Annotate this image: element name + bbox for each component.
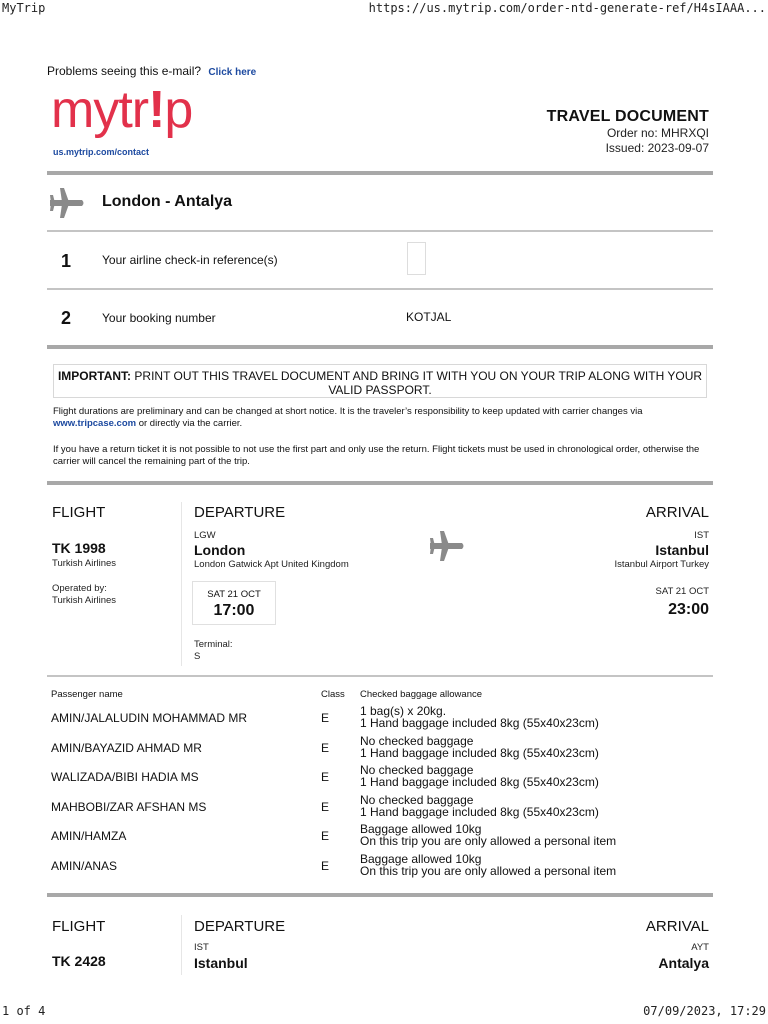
step-number: 2 bbox=[61, 308, 72, 328]
logo-text-part3: p bbox=[164, 81, 193, 139]
print-url: https://us.mytrip.com/order-ntd-generate-ref/H4sIAAA... bbox=[368, 1, 766, 15]
departure-datetime-box bbox=[192, 581, 276, 625]
passenger-baggage bbox=[360, 823, 616, 847]
baggage-header: Checked baggage allowance bbox=[360, 689, 483, 700]
hand-baggage: 1 Hand baggage included 8kg (55x40x23cm) bbox=[360, 775, 599, 789]
document-title: TRAVEL DOCUMENT bbox=[546, 108, 709, 125]
flight-number: TK 2428 bbox=[52, 953, 106, 969]
hand-baggage: 1 Hand baggage included 8kg (55x40x23cm) bbox=[360, 805, 599, 819]
divider bbox=[47, 345, 713, 349]
print-datetime: 07/09/2023, 17:29 bbox=[643, 1004, 766, 1018]
arrival-date: SAT 21 OCT bbox=[655, 586, 709, 597]
hand-baggage: On this trip you are only allowed a personal item bbox=[360, 834, 617, 848]
terminal-label: Terminal: bbox=[194, 639, 233, 650]
column-divider bbox=[181, 502, 182, 666]
arrival-code: IST bbox=[694, 530, 709, 541]
tripcase-link[interactable]: www.tripcase.com bbox=[53, 417, 137, 429]
divider bbox=[47, 171, 713, 175]
class-header: Class bbox=[321, 689, 345, 700]
checkin-reference-label: Your airline check-in reference(s) bbox=[102, 253, 278, 267]
departure-city: London bbox=[194, 542, 246, 558]
passenger-baggage bbox=[360, 764, 599, 788]
passenger-class: E bbox=[321, 741, 330, 755]
document-info bbox=[547, 108, 709, 156]
departure-heading: DEPARTURE bbox=[194, 504, 286, 521]
click-here-link[interactable]: Click here bbox=[208, 67, 257, 78]
arrival-city: Antalya bbox=[658, 955, 709, 971]
checked-baggage: No checked baggage bbox=[360, 763, 474, 777]
flight-heading: FLIGHT bbox=[52, 504, 106, 521]
passenger-baggage bbox=[360, 853, 616, 877]
operated-by-value: Turkish Airlines bbox=[52, 595, 117, 606]
terminal-value: S bbox=[194, 651, 201, 662]
checked-baggage: Baggage allowed 10kg bbox=[360, 822, 482, 836]
passenger-name: MAHBOBI/ZAR AFSHAN MS bbox=[51, 800, 207, 814]
note-text: or directly via the carrier. bbox=[136, 417, 243, 429]
print-page-title: MyTrip bbox=[2, 1, 46, 15]
checked-baggage: Baggage allowed 10kg bbox=[360, 852, 482, 866]
divider bbox=[47, 230, 713, 232]
return-ticket-note: If you have a return ticket it is not possible to not use the first part and only use the return. Flight tickets must be used in chronological order, otherwise the carrier will cancel the remaining part of the trip. bbox=[53, 444, 700, 467]
passenger-name: WALIZADA/BIBI HADIA MS bbox=[51, 770, 199, 784]
logo-text-part1: mytr bbox=[51, 81, 149, 139]
important-label: IMPORTANT: bbox=[57, 369, 132, 383]
departure-heading: DEPARTURE bbox=[194, 918, 286, 935]
email-problems-text: Problems seeing this e-mail? bbox=[47, 64, 202, 78]
operated-by-label: Operated by: bbox=[52, 583, 107, 594]
divider bbox=[47, 481, 713, 485]
route-title: London - Antalya bbox=[102, 193, 233, 210]
passenger-name-header: Passenger name bbox=[51, 689, 123, 700]
departure-airport: London Gatwick Apt United Kingdom bbox=[194, 559, 349, 570]
hand-baggage: 1 Hand baggage included 8kg (55x40x23cm) bbox=[360, 746, 599, 760]
logo-text-part2: ! bbox=[148, 81, 165, 139]
passenger-class: E bbox=[321, 859, 330, 873]
arrival-heading: ARRIVAL bbox=[645, 918, 709, 935]
flight-duration-note bbox=[53, 406, 707, 429]
order-number: Order no: MHRXQI bbox=[606, 126, 709, 140]
flight-heading: FLIGHT bbox=[52, 918, 106, 935]
booking-number-value: KOTJAL bbox=[406, 310, 452, 324]
departure-time: 17:00 bbox=[213, 602, 255, 619]
note-text: Flight durations are preliminary and can be changed at short notice. It is the traveler’s responsibility to keep updated with carrier changes via bbox=[53, 406, 643, 417]
passenger-class: E bbox=[321, 800, 330, 814]
print-page-number: 1 of 4 bbox=[2, 1004, 46, 1018]
arrival-city: Istanbul bbox=[655, 542, 709, 558]
airplane-icon bbox=[429, 530, 465, 562]
checked-baggage: No checked baggage bbox=[360, 734, 474, 748]
divider bbox=[47, 675, 713, 677]
mytrip-logo[interactable] bbox=[51, 82, 192, 138]
passenger-name: AMIN/JALALUDIN MOHAMMAD MR bbox=[51, 711, 248, 725]
passenger-baggage bbox=[360, 735, 599, 759]
airline-name: Turkish Airlines bbox=[52, 558, 117, 569]
departure-code: IST bbox=[194, 942, 209, 953]
passenger-class: E bbox=[321, 711, 330, 725]
print-footer bbox=[0, 1004, 768, 1022]
checked-baggage: 1 bag(s) x 20kg. bbox=[360, 704, 447, 718]
email-problems-line bbox=[47, 64, 256, 78]
passenger-baggage bbox=[360, 705, 599, 729]
travel-document bbox=[47, 0, 713, 1000]
divider bbox=[47, 288, 713, 290]
passenger-class: E bbox=[321, 829, 330, 843]
divider bbox=[47, 893, 713, 897]
passenger-name: AMIN/BAYAZID AHMAD MR bbox=[51, 741, 202, 755]
arrival-airport: Istanbul Airport Turkey bbox=[614, 559, 709, 570]
checked-baggage: No checked baggage bbox=[360, 793, 474, 807]
flight-number: TK 1998 bbox=[52, 540, 106, 556]
passenger-name: AMIN/HAMZA bbox=[51, 829, 127, 843]
hand-baggage: On this trip you are only allowed a personal item bbox=[360, 864, 617, 878]
column-divider bbox=[181, 915, 182, 975]
checkin-reference-value bbox=[407, 242, 426, 275]
departure-date: SAT 21 OCT bbox=[207, 589, 261, 600]
hand-baggage: 1 Hand baggage included 8kg (55x40x23cm) bbox=[360, 716, 599, 730]
contact-link[interactable]: us.mytrip.com/contact bbox=[53, 147, 150, 157]
departure-code: LGW bbox=[194, 530, 216, 541]
step-number: 1 bbox=[61, 251, 72, 271]
arrival-time: 23:00 bbox=[668, 601, 709, 618]
important-notice bbox=[53, 364, 707, 398]
important-text: PRINT OUT THIS TRAVEL DOCUMENT AND BRING IT WITH YOU ON YOUR TRIP ALONG WITH YOUR VALID PASSPORT. bbox=[131, 369, 703, 397]
departure-city: Istanbul bbox=[194, 955, 248, 971]
arrival-code: AYT bbox=[691, 942, 709, 953]
passenger-name: AMIN/ANAS bbox=[51, 859, 118, 873]
airplane-icon bbox=[49, 187, 85, 219]
arrival-heading: ARRIVAL bbox=[645, 504, 709, 521]
issued-date: Issued: 2023-09-07 bbox=[605, 141, 709, 155]
passenger-class: E bbox=[321, 770, 330, 784]
booking-number-label: Your booking number bbox=[102, 311, 216, 325]
passenger-baggage bbox=[360, 794, 599, 818]
